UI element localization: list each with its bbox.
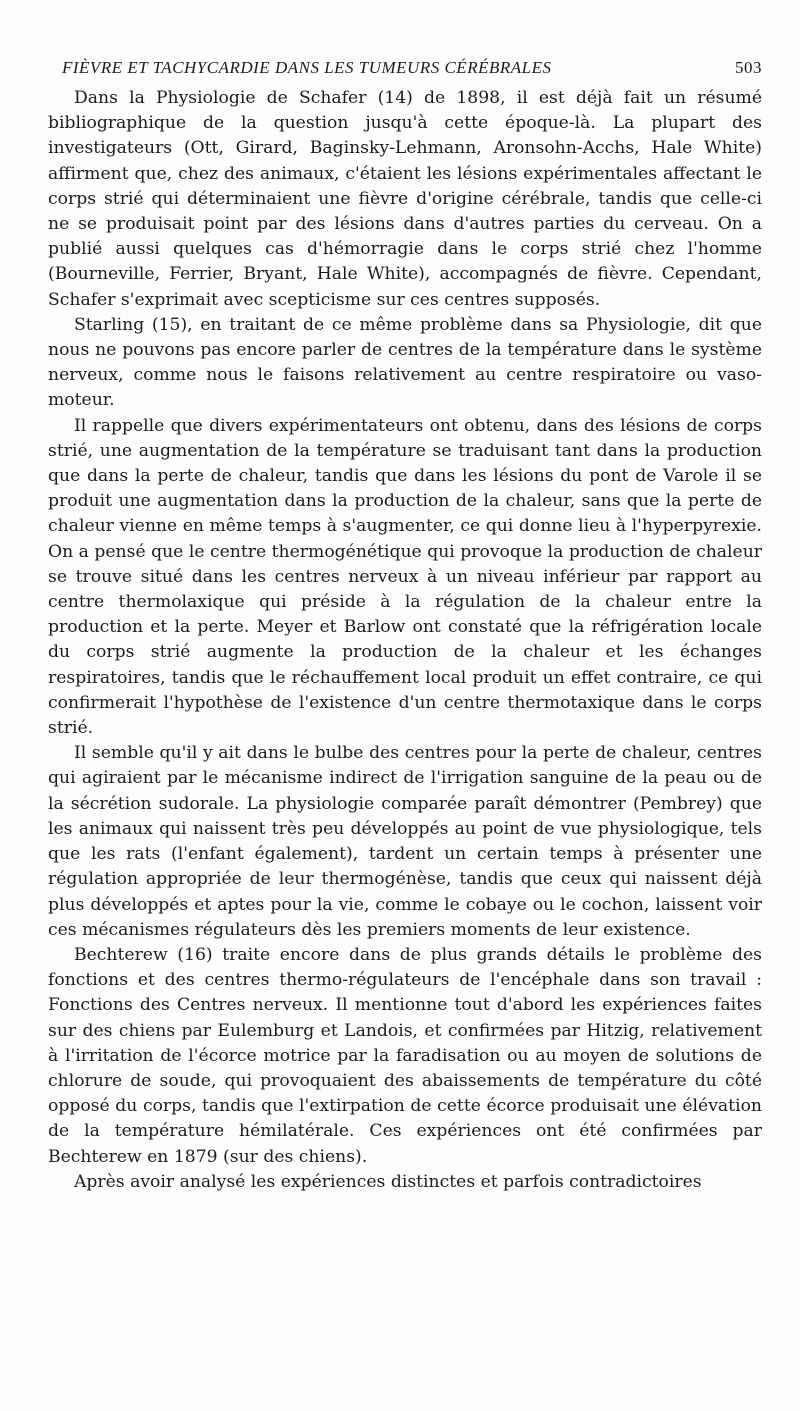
body-text (48, 86, 762, 1195)
paragraph: Il rappelle que divers expérimentateurs ont obtenu, dans des lésions de corps strié, une augmentation de la température se traduisant tant dans la production que dans la perte de chaleur, tandis que dans les lésions du pont de Varole il se produit une augmentation dans la production de la chaleur, sans que la perte de chaleur vienne en même temps à s'augmenter, ce qui donne lieu à l'hyperpyrexie. On a pensé que le centre thermogénétique qui provoque la production de chaleur se trouve situé dans les centres nerveux à un niveau inférieur par rapport au centre thermolaxique qui préside à la régulation de la chaleur entre la production et la perte. Meyer et Barlow ont constaté que la réfrigération locale du corps strié augmente la production de la chaleur et les échanges respiratoires, tandis que le réchauffement local produit un effet contraire, ce qui confirmerait l'hypothèse de l'existence d'un centre thermotaxique dans le corps strié. (48, 415, 762, 739)
page-number: 503 (735, 58, 762, 77)
paragraph: Starling (15), en traitant de ce même problème dans sa Physiologie, dit que nous ne pouvons pas encore parler de centres de la température dans le système nerveux, comme nous le faisons relativement au centre respiratoire ou vaso-moteur. (48, 314, 762, 411)
paragraph: Après avoir analysé les expériences distinctes et parfois contradictoires (74, 1171, 702, 1192)
running-title: FIÈVRE ET TACHYCARDIE DANS LES TUMEURS CÉRÉBRALES (62, 58, 552, 77)
paragraph: Dans la Physiologie de Schafer (14) de 1898, il est déjà fait un résumé bibliographique de la question jusqu'à cette époque-là. La plupart des investigateurs (Ott, Girard, Baginsky-Lehmann, Aronsohn-Acchs, Hale White) affirment que, chez des animaux, c'étaient les lésions expérimentales affectant le corps strié qui déterminaient une fièvre d'origine cérébrale, tandis que celle-ci ne se produisait point par des lésions dans d'autres parties du cerveau. On a publié aussi quelques cas d'hémorragie dans le corps strié chez l'homme (Bourneville, Ferrier, Bryant, Hale White), accompagnés de fièvre. Cependant, Schafer s'exprimait avec scepticisme sur ces centres supposés. (48, 88, 762, 310)
running-header (62, 58, 762, 82)
paragraph: Bechterew (16) traite encore dans de plus grands détails le problème des fonctions et des centres thermo-régulateurs de l'encéphale dans son travail : Fonctions des Centres nerveux. Il mentionne tout d'abord les expériences faites sur des chiens par Eulemburg et Landois, et confirmées par Hitzig, relativement à l'irritation de l'écorce motrice par la faradisation ou au moyen de solutions de chlorure de soude, qui provoquaient des abaissements de température du côté opposé du corps, tandis que l'extirpation de cette écorce produisait une élévation de la température hémilatérale. Ces expériences ont été confirmées par Bechterew en 1879 (sur des chiens). (48, 944, 762, 1167)
paragraph: Il semble qu'il y ait dans le bulbe des centres pour la perte de chaleur, centres qui agiraient par le mécanisme indirect de l'irrigation sanguine de la peau ou de la sécrétion sudorale. La physiologie comparée paraît démontrer (Pembrey) que les animaux qui naissent très peu développés au point de vue physiologique, tels que les rats (l'enfant également), tardent un certain temps à présenter une régulation appropriée de leur thermogénèse, tandis que ceux qui naissent déjà plus développés et aptes pour la vie, comme le cobaye ou le cochon, laissent voir ces mécanismes régulateurs dès les premiers moments de leur existence. (48, 743, 762, 940)
